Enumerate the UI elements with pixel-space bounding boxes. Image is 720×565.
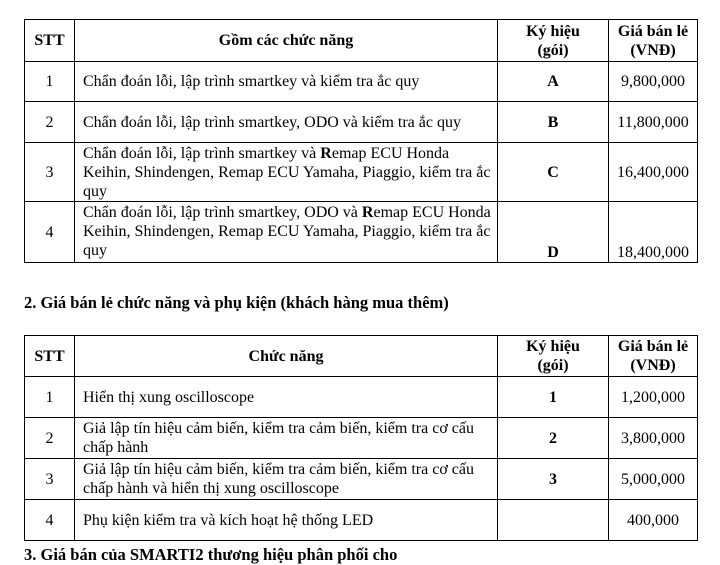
row-functions xyxy=(75,202,498,263)
row-stt: 4 xyxy=(25,202,75,263)
row-functions-text-bold: R xyxy=(361,204,374,221)
row-functions: Giả lập tín hiệu cảm biến, kiểm tra cảm biến, kiểm tra cơ cấu chấp hành xyxy=(75,418,498,459)
table-row xyxy=(25,202,698,263)
row-symbol: C xyxy=(498,143,609,202)
row-price: 3,800,000 xyxy=(609,418,698,459)
section-heading: 2. Giá bán lẻ chức năng và phụ kiện (khách hàng mua thêm) xyxy=(24,293,449,312)
row-price: 18,400,000 xyxy=(609,202,698,263)
row-symbol: 3 xyxy=(498,459,609,500)
header-symbol: Ký hiệu (gói) xyxy=(498,20,609,62)
row-functions: Chẩn đoán lỗi, lập trình smartkey và kiểm tra ắc quy xyxy=(75,62,498,102)
table-row xyxy=(25,143,698,202)
row-functions: Hiển thị xung oscilloscope xyxy=(75,377,498,418)
row-stt: 2 xyxy=(25,418,75,459)
row-symbol xyxy=(498,500,609,541)
table-row xyxy=(25,102,698,143)
row-functions: Chẩn đoán lỗi, lập trình smartkey, ODO và kiểm tra ắc quy xyxy=(75,102,498,143)
row-price: 400,000 xyxy=(609,500,698,541)
row-functions-text-post: emap ECU Honda Keihin, Shindengen, Remap ECU Yamaha, Piaggio, kiểm tra ắc quy xyxy=(83,145,491,200)
row-symbol: B xyxy=(498,102,609,143)
table-row xyxy=(25,377,698,418)
row-price: 9,800,000 xyxy=(609,62,698,102)
table-row xyxy=(25,500,698,541)
row-functions: Giả lập tín hiệu cảm biến, kiểm tra cảm biến, kiểm tra cơ cấu chấp hành và hiển thị xung oscilloscope xyxy=(75,459,498,500)
header-functions: Chức năng xyxy=(75,336,498,377)
table-row xyxy=(25,459,698,500)
row-symbol: D xyxy=(498,202,609,263)
header-price: Giá bán lẻ (VNĐ) xyxy=(609,20,698,62)
row-stt: 3 xyxy=(25,459,75,500)
row-symbol: 1 xyxy=(498,377,609,418)
row-price: 5,000,000 xyxy=(609,459,698,500)
row-symbol: 2 xyxy=(498,418,609,459)
section-heading-partial: 3. Giá bán của SMARTI2 thương hiệu phân phối cho xyxy=(24,545,398,564)
row-functions-text-post: emap ECU Honda Keihin, Shindengen, Remap ECU Yamaha, Piaggio, kiểm tra ắc quy xyxy=(83,204,491,259)
row-stt: 4 xyxy=(25,500,75,541)
row-functions-text-pre: Chẩn đoán lỗi, lập trình smartkey, ODO và xyxy=(83,204,362,221)
table-header-row xyxy=(25,336,698,377)
header-price: Giá bán lẻ (VNĐ) xyxy=(609,336,698,377)
header-functions: Gồm các chức năng xyxy=(75,20,498,62)
table-row xyxy=(25,62,698,102)
row-price: 11,800,000 xyxy=(609,102,698,143)
row-functions: Phụ kiện kiểm tra và kích hoạt hệ thống LED xyxy=(75,500,498,541)
row-functions-text-bold: R xyxy=(320,145,332,162)
row-functions-text-pre: Chẩn đoán lỗi, lập trình smartkey và xyxy=(83,145,321,162)
table-header-row xyxy=(25,20,698,62)
row-symbol: A xyxy=(498,62,609,102)
row-stt: 3 xyxy=(25,143,75,202)
row-stt: 1 xyxy=(25,62,75,102)
table-row xyxy=(25,418,698,459)
row-stt: 2 xyxy=(25,102,75,143)
row-price: 1,200,000 xyxy=(609,377,698,418)
package-price-table xyxy=(24,19,698,263)
row-stt: 1 xyxy=(25,377,75,418)
header-symbol: Ký hiệu (gói) xyxy=(498,336,609,377)
header-stt: STT xyxy=(25,336,75,377)
row-price: 16,400,000 xyxy=(609,143,698,202)
row-functions xyxy=(75,143,498,202)
accessory-price-table xyxy=(24,335,698,541)
header-stt: STT xyxy=(25,20,75,62)
